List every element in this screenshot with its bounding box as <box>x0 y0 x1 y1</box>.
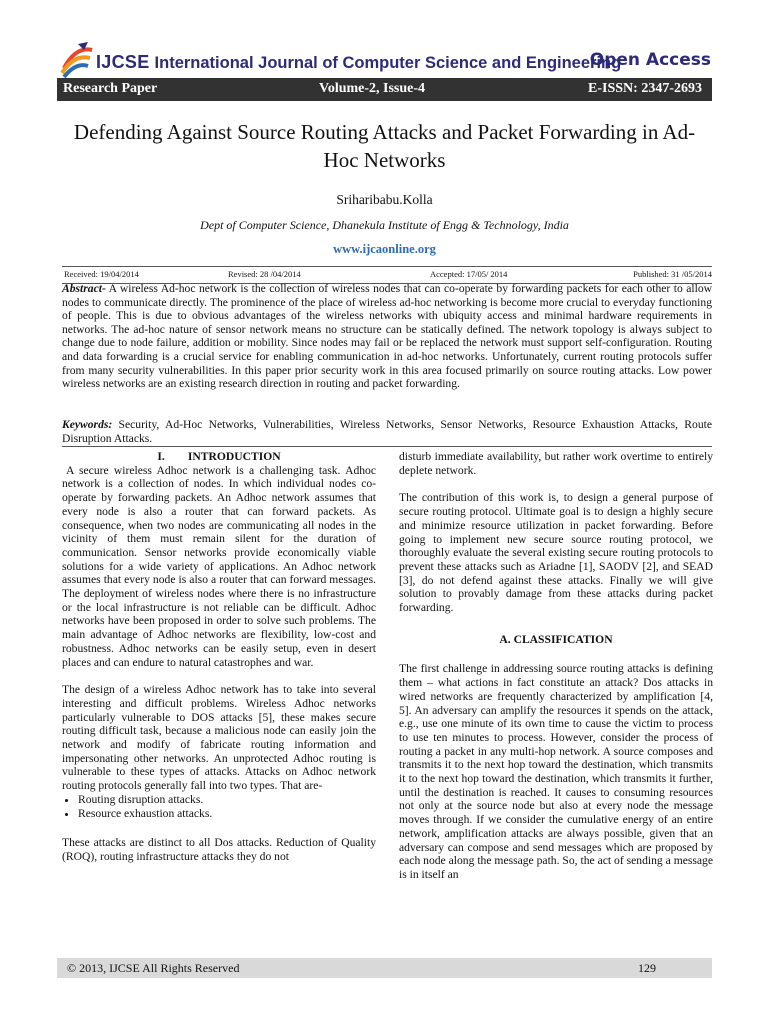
right-paragraph-2: The contribution of this work is, to design a general purpose of secure routing protocol. Ultimate goal is to design a highly secure and minimize resource utilization in packet forwarding. Before going to implement new secure source routing protocol, we thoroughly evaluate the several existing secure routing protocols to prevent these attacks such as Ariadne [1], SAODV [2], and SEAD [3], do not defend against these attacks. Finally we will give solution to provably damage from these attacks during packet forwarding. <box>399 491 713 615</box>
paper-type: Research Paper <box>63 81 158 96</box>
journal-full-name: International Journal of Computer Science and Engineering <box>154 54 622 72</box>
subsection-heading-classification: A. CLASSIFICATION <box>499 632 613 646</box>
accepted-date: Accepted: 17/05/ 2014 <box>430 269 508 279</box>
intro-paragraph-3: These attacks are distinct to all Dos attacks. Reduction of Quality (ROQ), routing infrastructure attacks they do not <box>62 836 376 863</box>
issn: E-ISSN: 2347-2693 <box>588 81 702 96</box>
abstract-label: Abstract- <box>62 282 106 295</box>
revised-date: Revised: 28 /04/2014 <box>228 269 301 279</box>
published-date: Published: 31 /05/2014 <box>633 269 712 279</box>
intro-paragraph-2: The design of a wireless Adhoc network has to take into several interesting and difficult problems. Wireless Adhoc networks particularly vulnerable to DOS attacks [5], these makes secure routing difficult task, because a malicious node can easily join the network and modify of fabricate routing information and impersonating other networks. An unprotected Adhoc routing is vulnerable to these types of attacks. Attacks on Adhoc network routing protocols generally fall into two types. That are- <box>62 683 376 793</box>
left-column <box>62 450 376 864</box>
list-item: • Routing disruption attacks. <box>78 793 376 807</box>
section-title: INTRODUCTION <box>187 450 281 463</box>
issue-bar <box>57 78 712 101</box>
keywords-text: Security, Ad-Hoc Networks, Vulnerabilities, Wireless Networks, Sensor Networks, Resource Exhaustion Attacks, Route Disruption Attacks. <box>62 418 712 445</box>
right-paragraph-1: disturb immediate availability, but rather work overtime to entirely deplete network. <box>399 450 713 477</box>
journal-website-link[interactable]: www.ijcaonline.org <box>333 242 436 256</box>
right-column <box>399 450 713 882</box>
page-number: 129 <box>638 961 656 975</box>
abstract-text: A wireless Ad-hoc network is the collection of wireless nodes that can co-operate by forwarding packets for each other to allow nodes to communicate directly. The prominence of the place of wireless ad-hoc networking is become more crucial to everyday functioning of people. This is due to obvious advantages of the wireless networks with ubiquity access and minimal hardware requirements in networks. The ad-hoc nature of sensor network means no structure can be statically defined. The network topology is always subject to change due to node failure, addition or mobility. Since nodes may fail or be replaced the network must support self-configuration. Routing and data forwarding is a crucial service for enabling communication in ad-hoc networks. Unfortunately, current routing protocols suffer from many security vulnerabilities. In this paper prior security work in this area focused primarily on source routing attacks. Low power wireless networks are an existing research direction in routing and packet forwarding. <box>62 282 712 391</box>
classification-paragraph: The first challenge in addressing source routing attacks is defining them – what actions in fact constitute an attack? Dos attacks in wired networks are frequently characterized by amplification [4, 5]. An adversary can amplify the resources it spends on the attack, e.g., use one minute of its own time to cause the victim to process to use ten minutes to process. However, consider the process of routing a packet in any multi-hop network. A source composes and transmits it to the next hop toward the destination, which transmits it to the next hop toward the destination, which transmits it further, until the destination is reached. It causes to consuming resources not only at the source node but also at every node the message moves through. If we consider the cumulative energy of an entire network, amplification attacks are always possible, given that an adversary can compose and send messages which are proposed by each node along the message path. So, the act of sending a message is in itself an <box>399 662 713 881</box>
volume-issue: Volume-2, Issue-4 <box>319 81 426 96</box>
page-footer <box>57 958 712 978</box>
journal-short-name: IJCSE <box>96 52 150 72</box>
author-affiliation: Dept of Computer Science, Dhanekula Institute of Engg & Technology, India <box>200 218 569 232</box>
copyright-notice: © 2013, IJCSE All Rights Reserved <box>67 961 240 975</box>
list-item: • Resource exhaustion attacks. <box>78 807 376 821</box>
section-heading-introduction <box>62 450 376 464</box>
attack-types-list <box>62 793 376 820</box>
open-access-label: Open Access <box>589 50 711 70</box>
abstract <box>62 282 712 391</box>
keywords <box>62 418 712 447</box>
author-name: Sriharibabu.Kolla <box>336 192 433 207</box>
journal-logo-icon <box>58 40 98 80</box>
section-number: I. <box>157 450 165 463</box>
keywords-label: Keywords: <box>62 418 113 431</box>
received-date: Received: 19/04/2014 <box>64 269 139 279</box>
paper-title: Defending Against Source Routing Attacks and Packet Forwarding in Ad-Hoc Networks <box>73 120 696 172</box>
journal-name <box>96 52 621 73</box>
intro-paragraph-1: A secure wireless Adhoc network is a challenging task. Adhoc network is a collection of nodes. In which individual nodes co-operate by forwarding packets. An Adhoc network assumes that every node is also a router that can forward packets. As consequence, when two nodes are communicating all nodes in the vicinity of them must remain silent for the duration of communication. Sensor networks provide economically viable solutions for a wide variety of applications. An Adhoc network assumes that every node is also a router that can forward messages. The deployment of wireless nodes where there is no infrastructure or the local infrastructure is not reliable can be difficult. Adhoc networks have been proposed in order to solve such problems. The main advantage of Adhoc networks are flexibility, low-cost and robustness. Adhoc networks can be easily setup, even in desert places and can endure to natural catastrophes and war. <box>62 463 376 669</box>
